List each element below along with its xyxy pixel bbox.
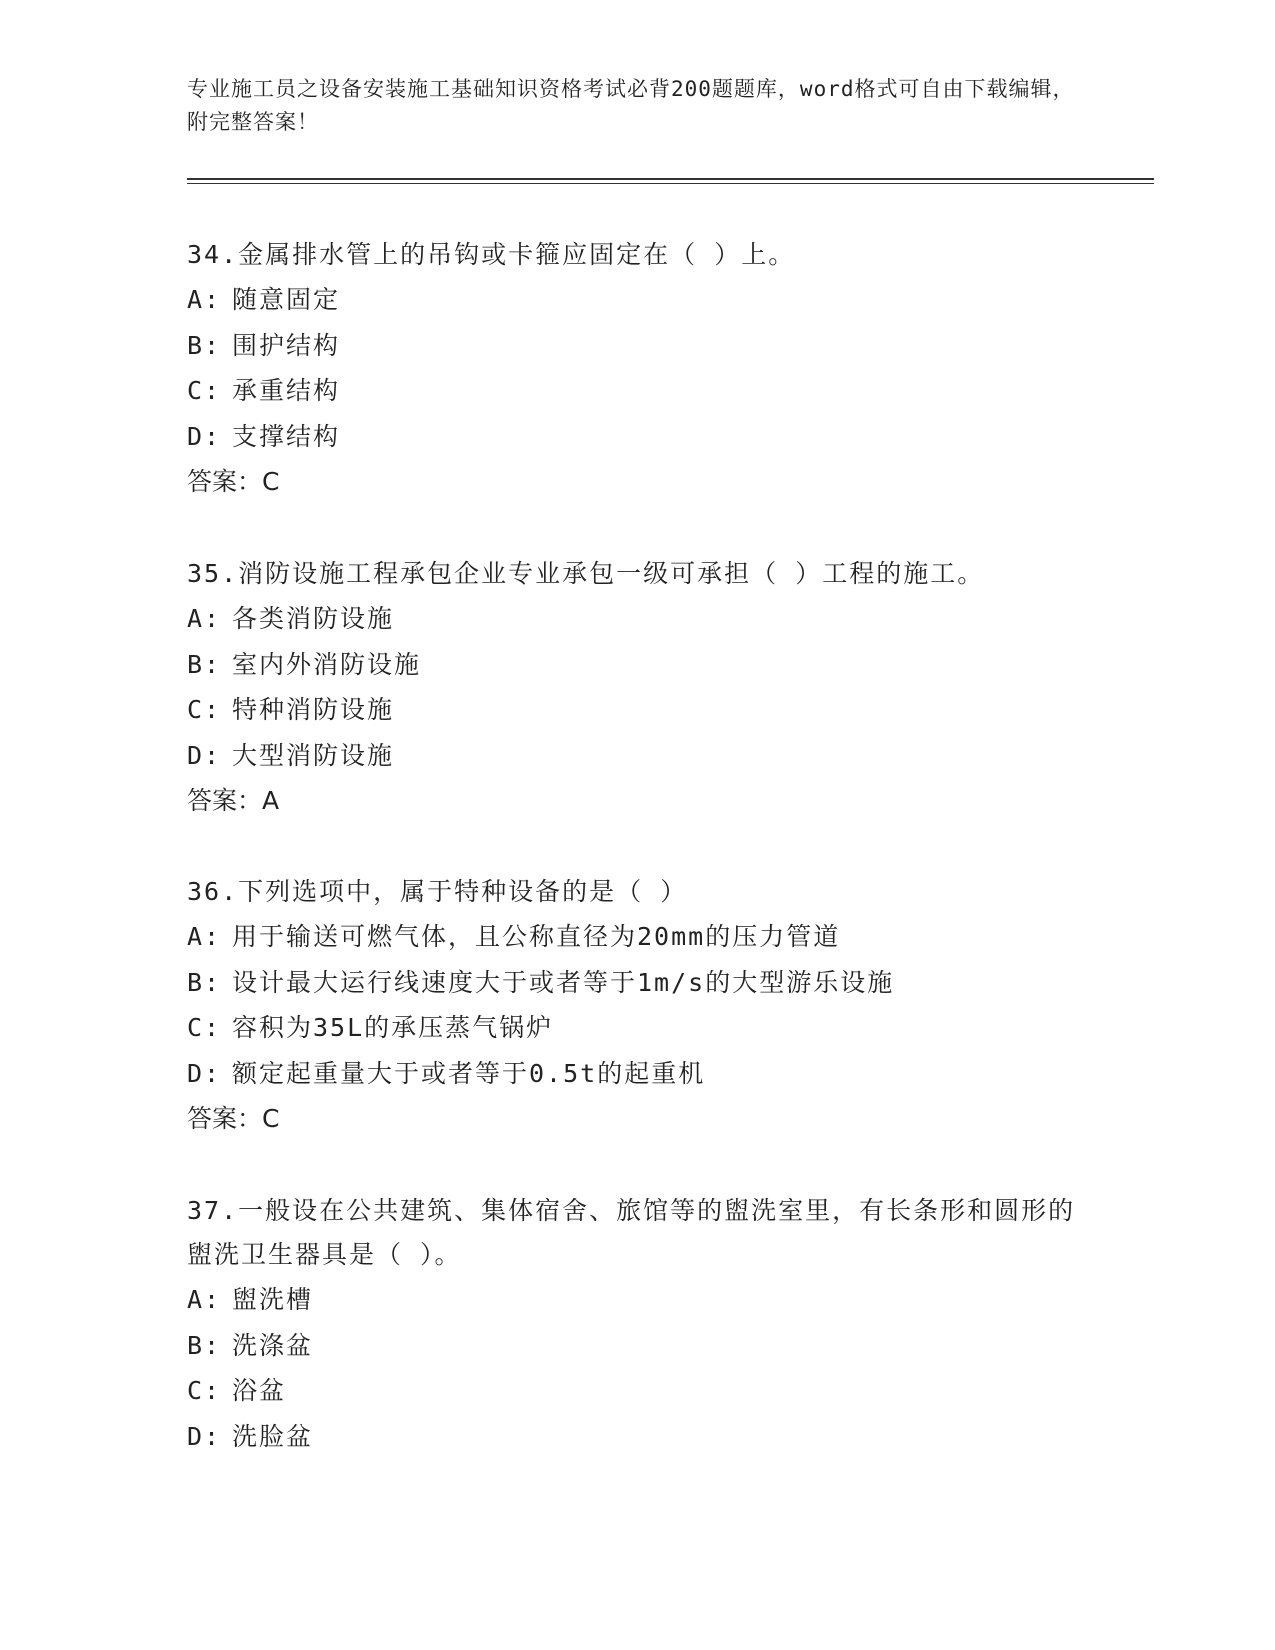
option-c (187, 1368, 1087, 1414)
option-text: 容积为35L的承压蒸气锅炉 (232, 1013, 554, 1042)
question-37 (187, 1189, 1087, 1459)
option-b (187, 323, 1087, 369)
option-text: 围护结构 (232, 330, 341, 360)
option-key: C: (187, 376, 222, 405)
question-stem: 37.一般设在公共建筑、集体宿舍、旅馆等的盥洗室里，有长条形和圆形的盥洗卫生器具是（ ）。 (187, 1196, 1076, 1269)
option-text: 额定起重量大于或者等于0.5t的起重机 (232, 1058, 706, 1088)
option-key: A: (187, 604, 222, 633)
option-c (187, 1005, 1087, 1051)
option-text: 各类消防设施 (232, 604, 395, 633)
option-text: 承重结构 (232, 376, 341, 405)
option-text: 洗脸盆 (232, 1421, 314, 1451)
option-key: B: (187, 330, 222, 360)
question-stem: 34.金属排水管上的吊钩或卡箍应固定在（ ）上。 (187, 240, 796, 269)
option-a (187, 1277, 1087, 1323)
question-answer: 答案：A (187, 786, 280, 815)
option-key: A: (187, 922, 222, 951)
header-divider-thick (187, 178, 1154, 180)
option-key: C: (187, 1013, 222, 1042)
option-c (187, 368, 1087, 414)
option-key: D: (187, 1058, 222, 1088)
option-text: 用于输送可燃气体，且公称直径为20mm的压力管道 (232, 922, 841, 951)
option-text: 盥洗槽 (232, 1285, 314, 1314)
option-d (187, 1414, 1087, 1460)
question-35 (187, 552, 1087, 823)
option-b (187, 960, 1087, 1006)
document-header-text: 专业施工员之设备安装施工基础知识资格考试必背200题题库，word格式可自由下载编辑，附完整答案！ (187, 77, 1075, 134)
question-answer: 答案：C (187, 1104, 280, 1133)
question-36 (187, 870, 1087, 1141)
option-text: 大型消防设施 (232, 740, 395, 770)
option-key: D: (187, 740, 222, 770)
option-key: A: (187, 285, 222, 314)
option-text: 设计最大运行线速度大于或者等于1m/s的大型游乐设施 (232, 967, 895, 997)
option-a (187, 914, 1087, 960)
option-text: 支撑结构 (232, 421, 341, 451)
option-key: D: (187, 421, 222, 451)
option-key: C: (187, 695, 222, 724)
option-key: C: (187, 1376, 222, 1405)
option-key: B: (187, 967, 222, 997)
header-divider-thin (187, 183, 1154, 184)
option-c (187, 687, 1087, 733)
question-answer: 答案：C (187, 467, 280, 496)
question-stem: 35.消防设施工程承包企业专业承包一级可承担（ ）工程的施工。 (187, 559, 985, 588)
option-text: 随意固定 (232, 285, 341, 314)
question-34 (187, 233, 1087, 504)
option-text: 洗涤盆 (232, 1330, 314, 1360)
option-a (187, 596, 1087, 642)
option-text: 特种消防设施 (232, 695, 395, 724)
option-d (187, 414, 1087, 460)
option-a (187, 277, 1087, 323)
option-d (187, 1051, 1087, 1097)
option-key: D: (187, 1421, 222, 1451)
option-key: B: (187, 1330, 222, 1360)
option-b (187, 642, 1087, 688)
question-stem: 36.下列选项中，属于特种设备的是（ ） (187, 877, 688, 906)
option-key: B: (187, 649, 222, 679)
option-text: 浴盆 (232, 1376, 287, 1405)
option-d (187, 733, 1087, 779)
option-key: A: (187, 1285, 222, 1314)
option-b (187, 1323, 1087, 1369)
option-text: 室内外消防设施 (232, 649, 422, 679)
